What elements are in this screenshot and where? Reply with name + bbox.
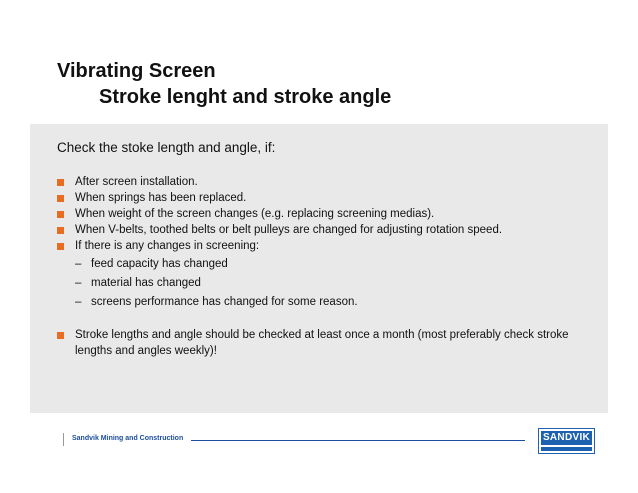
title-line-2: Stroke lenght and stroke angle	[99, 86, 392, 108]
bullet-square-icon	[57, 332, 64, 339]
intro-text: Check the stoke length and angle, if:	[57, 140, 276, 155]
sandvik-logo	[538, 428, 595, 454]
footer-rule	[191, 440, 525, 441]
content-panel	[30, 124, 608, 413]
logo-text: SANDVIK	[542, 432, 591, 443]
bullet-item	[57, 174, 597, 190]
bullet-item	[57, 190, 597, 206]
bullet-square-icon	[57, 227, 64, 234]
sub-item	[57, 255, 597, 273]
bullet-square-icon	[57, 243, 64, 250]
bullet-item	[57, 206, 597, 222]
bullet-text: When V-belts, toothed belts or belt pulleys are changed for adjusting rotation speed.	[75, 224, 503, 236]
bullet-text: After screen installation.	[75, 176, 198, 188]
sub-item-text: material has changed	[91, 277, 201, 289]
bullet-list	[57, 174, 597, 359]
bullet-square-icon	[57, 179, 64, 186]
footer-company: Sandvik Mining and Construction	[72, 435, 184, 442]
logo-underline	[541, 447, 592, 451]
bullet-item	[57, 238, 597, 254]
dash-icon: –	[75, 258, 82, 270]
bullet-item	[57, 222, 597, 238]
footer-divider	[63, 433, 64, 446]
sub-item-text: screens performance has changed for some reason.	[91, 296, 358, 308]
sub-item	[57, 293, 597, 311]
bullet-square-icon	[57, 211, 64, 218]
dash-icon: –	[75, 277, 82, 289]
sub-item	[57, 274, 597, 292]
bullet-text: Stroke lengths and angle should be checked at least once a month (most preferably check stroke lengths and angles weekly)!	[75, 329, 569, 357]
bullet-text: When weight of the screen changes (e.g. replacing screening medias).	[75, 208, 435, 220]
bullet-text: If there is any changes in screening:	[75, 240, 260, 252]
bullet-text: When springs has been replaced.	[75, 192, 247, 204]
title-line-1: Vibrating Screen	[57, 60, 216, 82]
bullet-square-icon	[57, 195, 64, 202]
slide-title	[57, 58, 391, 110]
dash-icon: –	[75, 296, 82, 308]
bullet-item-final	[57, 327, 597, 359]
sub-item-text: feed capacity has changed	[91, 258, 228, 270]
